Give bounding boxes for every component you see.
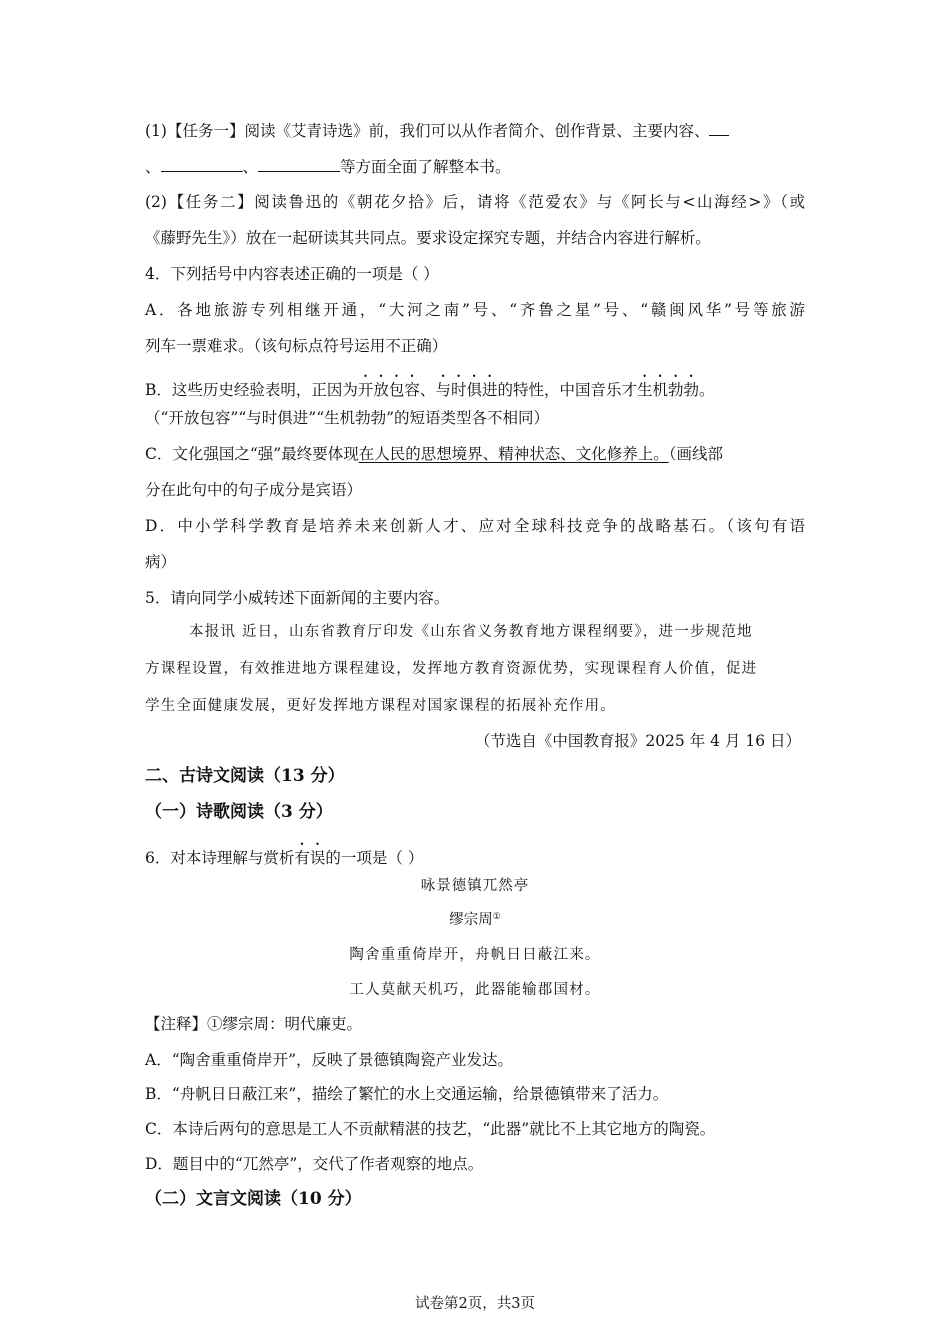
answer-blank bbox=[709, 120, 729, 136]
q4-option-d-line2: 病） bbox=[145, 553, 177, 571]
q4-option-b-line2: （“开放包容”“与时俱进”“生机勃勃”的短语类型各不相同） bbox=[145, 409, 550, 427]
emphasis-dots-phrase: 开放包容 bbox=[357, 381, 420, 399]
q4-stem: 4．下列括号中内容表述正确的一项是（ ） bbox=[145, 265, 439, 283]
poem-note: 【注释】①缪宗周：明代廉吏。 bbox=[145, 1015, 363, 1033]
q5-stem: 5．请向同学小威转述下面新闻的主要内容。 bbox=[145, 589, 450, 607]
news-line2: 方课程设置，有效推进地方课程建设，发挥地方教育资源优势，实现课程育人价值，促进 bbox=[145, 661, 758, 677]
part-title-poetry: （一）诗歌阅读（3 分） bbox=[145, 802, 333, 822]
poem-title: 咏景德镇兀然亭 bbox=[420, 878, 530, 894]
q3-1-line1: (1)【任务一】阅读《艾青诗选》前，我们可以从作者简介、创作背景、主要内容、 bbox=[145, 120, 729, 141]
poem-line1: 陶舍重重倚岸开，舟帆日日蔽江来。 bbox=[349, 947, 601, 963]
news-source: （节选自《中国教育报》2025 年 4 月 16 日） bbox=[474, 732, 801, 750]
q6-option-b: B．“舟帆日日蔽江来”，描绘了繁忙的水上交通运输，给景德镇带来了活力。 bbox=[145, 1085, 669, 1103]
q3-2-line1: (2)【任务二】阅读鲁迅的《朝花夕拾》后，请将《范爱农》与《阿长与<山海经>》（或 bbox=[145, 193, 805, 211]
q4-option-c: C．文化强国之“强”最终要体现在人民的思想境界、精神状态、文化修养上。（画线部 bbox=[145, 445, 723, 463]
q4-option-c-line2: 分在此句中的句子成分是宾语） bbox=[145, 481, 363, 499]
emphasis-dots-phrase: 与时俱进 bbox=[435, 381, 498, 399]
underlined-phrase: 在人民的思想境界、精神状态、文化修养上。 bbox=[358, 445, 669, 463]
emphasis-dots-phrase: 生机勃勃 bbox=[636, 381, 699, 399]
q4-option-a-line2: 列车一票难求。（该句标点符号运用不正确） bbox=[145, 337, 448, 355]
q4-option-d-line1: D．中小学科学教育是培养未来创新人才、应对全球科技竞争的战略基石。（该句有语 bbox=[145, 517, 805, 535]
poem-author: 缪宗周① bbox=[449, 912, 501, 928]
emphasis-dots-phrase: 有误 bbox=[294, 849, 326, 867]
footnote-marker: ① bbox=[492, 912, 501, 922]
q3-2-line2: 《藤野先生》）放在一起研读其共同点。要求设定探究专题，并结合内容进行解析。 bbox=[145, 229, 711, 247]
part-title-classical: （二）文言文阅读（10 分） bbox=[145, 1189, 362, 1209]
q3-1-line2: 、 、 等方面全面了解整本书。 bbox=[145, 158, 511, 176]
q4-option-a-line1: A．各地旅游专列相继开通，“大河之南”号、“齐鲁之星”号、“赣闽风华”号等旅游 bbox=[145, 301, 805, 319]
q6-option-d: D．题目中的“兀然亭”，交代了作者观察的地点。 bbox=[145, 1155, 484, 1173]
news-line1: 本报讯 近日，山东省教育厅印发《山东省义务教育地方课程纲要》，进一步规范地 bbox=[189, 624, 753, 640]
answer-blank bbox=[161, 156, 243, 172]
q4-option-b: B．这些历史经验表明，正因为开放包容、与时俱进的特性，中国音乐才生机勃勃。 bbox=[145, 381, 715, 399]
poem-line2: 工人莫献天机巧，此器能输郡国材。 bbox=[349, 982, 601, 998]
page-footer: 试卷第2页，共3页 bbox=[415, 1296, 535, 1312]
q6-option-a: A．“陶舍重重倚岸开”，反映了景德镇陶瓷产业发达。 bbox=[145, 1051, 514, 1069]
section-title: 二、古诗文阅读（13 分） bbox=[145, 766, 345, 786]
q6-option-c: C．本诗后两句的意思是工人不贡献精湛的技艺，“此器”就比不上其它地方的陶瓷。 bbox=[145, 1120, 716, 1138]
news-line3: 学生全面健康发展，更好发挥地方课程对国家课程的拓展补充作用。 bbox=[145, 698, 616, 714]
q6-stem: 6．对本诗理解与赏析有误的一项是（ ） bbox=[145, 849, 424, 867]
answer-blank bbox=[258, 156, 340, 172]
